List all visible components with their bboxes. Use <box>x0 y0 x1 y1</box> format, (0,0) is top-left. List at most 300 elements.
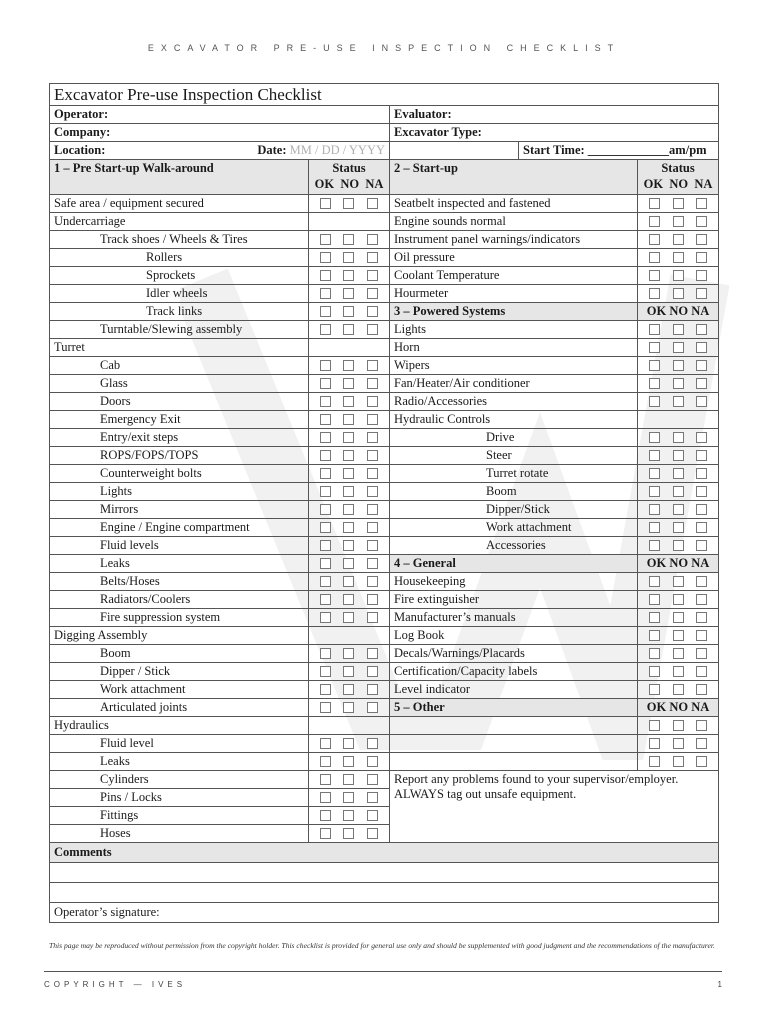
left-item-label: Sprockets <box>50 267 309 285</box>
checkbox-no[interactable] <box>343 360 354 371</box>
checkbox-no[interactable] <box>673 738 684 749</box>
checkbox-ok[interactable] <box>320 306 331 317</box>
right-item-label: Radio/Accessories <box>390 393 638 411</box>
checkbox-no[interactable] <box>673 576 684 587</box>
checklist-row <box>50 447 719 465</box>
evaluator-field[interactable]: Evaluator: <box>390 106 719 124</box>
checkbox-no[interactable] <box>343 792 354 803</box>
checkbox-na[interactable] <box>696 198 707 209</box>
checkbox-no[interactable] <box>673 756 684 767</box>
checkbox-na[interactable] <box>696 612 707 623</box>
checkbox-ok[interactable] <box>649 612 660 623</box>
right-status-checkboxes <box>638 519 719 537</box>
checkbox-ok[interactable] <box>320 540 331 551</box>
checkbox-ok[interactable] <box>649 360 660 371</box>
checkbox-na[interactable] <box>367 360 378 371</box>
checkbox-na[interactable] <box>696 342 707 353</box>
status-cols: OK NO NA <box>643 177 713 191</box>
checkbox-ok[interactable] <box>649 594 660 605</box>
checkbox-no[interactable] <box>673 594 684 605</box>
checkbox-ok[interactable] <box>320 270 331 281</box>
right-status-checkboxes <box>638 321 719 339</box>
checkbox-no[interactable] <box>673 432 684 443</box>
checkbox-na[interactable] <box>696 666 707 677</box>
left-item-label: Pins / Locks <box>50 789 309 807</box>
checkbox-no[interactable] <box>343 486 354 497</box>
checkbox-no[interactable] <box>343 468 354 479</box>
left-item-label: Mirrors <box>50 501 309 519</box>
checkbox-ok[interactable] <box>320 504 331 515</box>
checkbox-no[interactable] <box>343 522 354 533</box>
checkbox-no[interactable] <box>343 414 354 425</box>
checkbox-ok[interactable] <box>649 684 660 695</box>
left-item-label: Fluid level <box>50 735 309 753</box>
checkbox-no[interactable] <box>343 738 354 749</box>
checkbox-na[interactable] <box>696 630 707 641</box>
right-item-label: Certification/Capacity labels <box>390 663 638 681</box>
checkbox-no[interactable] <box>343 432 354 443</box>
checkbox-ok[interactable] <box>320 828 331 839</box>
checkbox-no[interactable] <box>673 234 684 245</box>
left-status-checkboxes <box>309 609 390 627</box>
checkbox-no[interactable] <box>673 396 684 407</box>
checkbox-no[interactable] <box>343 612 354 623</box>
right-status-checkboxes <box>638 375 719 393</box>
checkbox-na[interactable] <box>367 522 378 533</box>
left-status-checkboxes <box>309 231 390 249</box>
left-status-checkboxes <box>309 699 390 717</box>
checkbox-no[interactable] <box>673 342 684 353</box>
left-status-checkboxes <box>309 681 390 699</box>
checkbox-no[interactable] <box>673 198 684 209</box>
checkbox-no[interactable] <box>343 828 354 839</box>
checkbox-ok[interactable] <box>320 522 331 533</box>
checkbox-na[interactable] <box>367 558 378 569</box>
checkbox-ok[interactable] <box>649 342 660 353</box>
right-item-label: Dipper/Stick <box>390 501 638 519</box>
right-status-checkboxes <box>638 483 719 501</box>
checkbox-no[interactable] <box>673 666 684 677</box>
checkbox-ok[interactable] <box>320 252 331 263</box>
checklist-row <box>50 663 719 681</box>
date-field[interactable] <box>253 142 389 159</box>
signature-field[interactable]: Operator’s signature: <box>50 903 719 923</box>
checkbox-na[interactable] <box>367 252 378 263</box>
right-item-label: Hydraulic Controls <box>390 411 638 429</box>
status-title: Status <box>332 161 366 175</box>
checkbox-no[interactable] <box>343 648 354 659</box>
checklist-row <box>50 717 719 735</box>
checkbox-no[interactable] <box>343 324 354 335</box>
section-2-header: 2 – Start-up <box>390 160 638 195</box>
right-status-checkboxes <box>638 357 719 375</box>
left-status-checkboxes <box>309 825 390 843</box>
checkbox-ok[interactable] <box>320 558 331 569</box>
right-status-empty <box>638 411 719 429</box>
checkbox-na[interactable] <box>696 360 707 371</box>
checkbox-ok[interactable] <box>320 414 331 425</box>
checkbox-ok[interactable] <box>320 234 331 245</box>
checklist-row <box>50 555 719 573</box>
checkbox-na[interactable] <box>696 450 707 461</box>
checkbox-ok[interactable] <box>649 648 660 659</box>
checkbox-na[interactable] <box>696 522 707 533</box>
checklist-row <box>50 681 719 699</box>
checkbox-ok[interactable] <box>320 792 331 803</box>
checkbox-ok[interactable] <box>649 252 660 263</box>
checkbox-no[interactable] <box>343 306 354 317</box>
checkbox-na[interactable] <box>367 540 378 551</box>
checkbox-ok[interactable] <box>649 756 660 767</box>
comments-line[interactable] <box>50 883 719 903</box>
right-item-label: Engine sounds normal <box>390 213 638 231</box>
section-header-s4: 4 – General <box>390 555 638 573</box>
left-item-label: ROPS/FOPS/TOPS <box>50 447 309 465</box>
checkbox-no[interactable] <box>673 612 684 623</box>
right-status-checkboxes <box>638 645 719 663</box>
checkbox-na[interactable] <box>696 324 707 335</box>
checkbox-no[interactable] <box>343 288 354 299</box>
checkbox-no[interactable] <box>673 360 684 371</box>
checklist-row <box>50 429 719 447</box>
right-status-checkboxes <box>638 213 719 231</box>
left-item-label: Undercarriage <box>50 213 309 231</box>
left-item-label: Hydraulics <box>50 717 309 735</box>
checklist-row <box>50 699 719 717</box>
right-status-checkboxes <box>638 231 719 249</box>
checkbox-no[interactable] <box>343 576 354 587</box>
checklist-row <box>50 609 719 627</box>
status-title: Status <box>661 161 695 175</box>
section-header-s3: 3 – Powered Systems <box>390 303 638 321</box>
checkbox-ok[interactable] <box>649 486 660 497</box>
left-item-label: Boom <box>50 645 309 663</box>
right-item-label: Seatbelt inspected and fastened <box>390 195 638 213</box>
checkbox-no[interactable] <box>343 684 354 695</box>
checkbox-na[interactable] <box>696 432 707 443</box>
checkbox-no[interactable] <box>343 378 354 389</box>
checkbox-no[interactable] <box>673 522 684 533</box>
left-status-checkboxes <box>309 519 390 537</box>
checkbox-na[interactable] <box>696 738 707 749</box>
checkbox-na[interactable] <box>367 594 378 605</box>
checklist-row <box>50 285 719 303</box>
right-status-checkboxes <box>638 267 719 285</box>
checkbox-na[interactable] <box>367 792 378 803</box>
right-item-label: Work attachment <box>390 519 638 537</box>
left-status-checkboxes <box>309 195 390 213</box>
checkbox-no[interactable] <box>673 504 684 515</box>
status-cols: OK NO NA <box>314 177 384 191</box>
checkbox-ok[interactable] <box>649 288 660 299</box>
checkbox-ok[interactable] <box>649 738 660 749</box>
checkbox-ok[interactable] <box>649 450 660 461</box>
checkbox-na[interactable] <box>367 648 378 659</box>
right-item-label: Instrument panel warnings/indicators <box>390 231 638 249</box>
checkbox-no[interactable] <box>673 648 684 659</box>
checkbox-na[interactable] <box>696 378 707 389</box>
checkbox-na[interactable] <box>367 270 378 281</box>
checkbox-ok[interactable] <box>649 270 660 281</box>
checkbox-ok[interactable] <box>649 234 660 245</box>
checkbox-na[interactable] <box>696 504 707 515</box>
checkbox-ok[interactable] <box>320 738 331 749</box>
checklist-row <box>50 465 719 483</box>
left-status-checkboxes <box>309 249 390 267</box>
checklist-row <box>50 771 719 789</box>
left-item-label: Safe area / equipment secured <box>50 195 309 213</box>
checkbox-no[interactable] <box>343 594 354 605</box>
left-item-label: Dipper / Stick <box>50 663 309 681</box>
left-item-label: Turntable/Slewing assembly <box>50 321 309 339</box>
checkbox-no[interactable] <box>343 270 354 281</box>
checkbox-ok[interactable] <box>649 432 660 443</box>
status-cols-inline: OK NO NA <box>638 555 719 573</box>
checkbox-no[interactable] <box>343 198 354 209</box>
left-status-checkboxes <box>309 753 390 771</box>
right-item-label: Boom <box>390 483 638 501</box>
checkbox-no[interactable] <box>673 252 684 263</box>
checkbox-no[interactable] <box>343 252 354 263</box>
checkbox-na[interactable] <box>367 306 378 317</box>
date-start-row <box>390 142 719 160</box>
checkbox-na[interactable] <box>367 324 378 335</box>
checkbox-na[interactable] <box>367 828 378 839</box>
checkbox-na[interactable] <box>696 594 707 605</box>
checkbox-no[interactable] <box>673 630 684 641</box>
checkbox-no[interactable] <box>343 540 354 551</box>
right-item-label: Wipers <box>390 357 638 375</box>
checkbox-na[interactable] <box>367 234 378 245</box>
left-item-label: Fittings <box>50 807 309 825</box>
checkbox-ok[interactable] <box>320 198 331 209</box>
checkbox-no[interactable] <box>673 270 684 281</box>
right-status-checkboxes <box>638 717 719 735</box>
checkbox-ok[interactable] <box>320 432 331 443</box>
checkbox-na[interactable] <box>696 252 707 263</box>
checkbox-ok[interactable] <box>649 396 660 407</box>
checkbox-no[interactable] <box>343 702 354 713</box>
other-item-blank <box>390 735 638 753</box>
checkbox-na[interactable] <box>367 576 378 587</box>
checklist-row <box>50 627 719 645</box>
checkbox-na[interactable] <box>696 288 707 299</box>
location-field[interactable]: Location: <box>54 143 106 157</box>
checkbox-na[interactable] <box>367 666 378 677</box>
checkbox-ok[interactable] <box>320 450 331 461</box>
left-status-checkboxes <box>309 447 390 465</box>
checklist-row <box>50 231 719 249</box>
checkbox-na[interactable] <box>367 414 378 425</box>
checkbox-no[interactable] <box>673 468 684 479</box>
checkbox-ok[interactable] <box>649 324 660 335</box>
checkbox-na[interactable] <box>696 270 707 281</box>
checkbox-na[interactable] <box>696 684 707 695</box>
right-status-checkboxes <box>638 573 719 591</box>
left-status-empty <box>309 627 390 645</box>
checkbox-ok[interactable] <box>320 468 331 479</box>
checkbox-no[interactable] <box>673 378 684 389</box>
checkbox-no[interactable] <box>673 450 684 461</box>
checkbox-ok[interactable] <box>320 612 331 623</box>
right-item-label: Housekeeping <box>390 573 638 591</box>
checkbox-ok[interactable] <box>320 324 331 335</box>
left-item-label: Engine / Engine compartment <box>50 519 309 537</box>
left-item-label: Fire suppression system <box>50 609 309 627</box>
other-item-blank <box>390 753 638 771</box>
report-note: Report any problems found to your supervisor/employer. ALWAYS tag out unsafe equipment. <box>390 771 719 843</box>
left-item-label: Digging Assembly <box>50 627 309 645</box>
right-item-label: Fan/Heater/Air conditioner <box>390 375 638 393</box>
operator-field[interactable]: Operator: <box>50 106 390 124</box>
checklist-row <box>50 267 719 285</box>
checklist-row <box>50 501 719 519</box>
checkbox-no[interactable] <box>673 684 684 695</box>
checkbox-ok[interactable] <box>320 378 331 389</box>
checkbox-ok[interactable] <box>649 630 660 641</box>
checkbox-no[interactable] <box>343 504 354 515</box>
checkbox-na[interactable] <box>367 450 378 461</box>
checkbox-na[interactable] <box>696 576 707 587</box>
checkbox-no[interactable] <box>673 486 684 497</box>
left-item-label: Track shoes / Wheels & Tires <box>50 231 309 249</box>
company-field[interactable]: Company: <box>50 124 390 142</box>
checkbox-ok[interactable] <box>320 288 331 299</box>
right-item-label: Lights <box>390 321 638 339</box>
checkbox-na[interactable] <box>696 486 707 497</box>
right-status-checkboxes <box>638 393 719 411</box>
checkbox-ok[interactable] <box>649 198 660 209</box>
checkbox-na[interactable] <box>367 774 378 785</box>
checkbox-ok[interactable] <box>320 810 331 821</box>
checkbox-no[interactable] <box>673 720 684 731</box>
excavator-type-field[interactable]: Excavator Type: <box>390 124 719 142</box>
left-status-checkboxes <box>309 303 390 321</box>
checkbox-ok[interactable] <box>320 756 331 767</box>
checkbox-ok[interactable] <box>320 360 331 371</box>
checkbox-no[interactable] <box>343 450 354 461</box>
checkbox-na[interactable] <box>367 738 378 749</box>
checkbox-ok[interactable] <box>320 576 331 587</box>
checkbox-na[interactable] <box>367 810 378 821</box>
checkbox-na[interactable] <box>696 216 707 227</box>
right-status-checkboxes <box>638 339 719 357</box>
checklist-row <box>50 573 719 591</box>
left-status-checkboxes <box>309 807 390 825</box>
checkbox-ok[interactable] <box>649 216 660 227</box>
checkbox-ok[interactable] <box>320 684 331 695</box>
checkbox-na[interactable] <box>696 720 707 731</box>
checkbox-na[interactable] <box>367 396 378 407</box>
checkbox-na[interactable] <box>696 396 707 407</box>
checkbox-ok[interactable] <box>649 504 660 515</box>
left-status-checkboxes <box>309 285 390 303</box>
checkbox-ok[interactable] <box>649 576 660 587</box>
checkbox-no[interactable] <box>343 558 354 569</box>
checkbox-na[interactable] <box>367 684 378 695</box>
checkbox-ok[interactable] <box>649 540 660 551</box>
checkbox-na[interactable] <box>367 432 378 443</box>
checkbox-na[interactable] <box>367 702 378 713</box>
start-time-field[interactable]: Start Time: _____________am/pm <box>523 143 707 157</box>
left-status-empty <box>309 339 390 357</box>
checkbox-ok[interactable] <box>320 666 331 677</box>
right-status-checkboxes <box>638 447 719 465</box>
checkbox-ok[interactable] <box>649 666 660 677</box>
checkbox-na[interactable] <box>696 756 707 767</box>
right-status-checkboxes <box>638 735 719 753</box>
left-item-label: Lights <box>50 483 309 501</box>
left-item-label: Articulated joints <box>50 699 309 717</box>
right-item-label: Drive <box>390 429 638 447</box>
left-item-label: Turret <box>50 339 309 357</box>
checkbox-no[interactable] <box>673 540 684 551</box>
right-item-label: Oil pressure <box>390 249 638 267</box>
checkbox-no[interactable] <box>343 396 354 407</box>
checkbox-na[interactable] <box>696 468 707 479</box>
checkbox-no[interactable] <box>673 216 684 227</box>
checkbox-na[interactable] <box>367 504 378 515</box>
checkbox-ok[interactable] <box>320 486 331 497</box>
left-status-checkboxes <box>309 735 390 753</box>
checkbox-ok[interactable] <box>649 468 660 479</box>
comments-line[interactable] <box>50 863 719 883</box>
checkbox-ok[interactable] <box>649 378 660 389</box>
left-status-checkboxes <box>309 771 390 789</box>
checkbox-na[interactable] <box>367 198 378 209</box>
checkbox-no[interactable] <box>343 666 354 677</box>
checkbox-na[interactable] <box>367 486 378 497</box>
checkbox-no[interactable] <box>673 288 684 299</box>
checkbox-no[interactable] <box>673 324 684 335</box>
checkbox-no[interactable] <box>343 234 354 245</box>
checkbox-ok[interactable] <box>320 396 331 407</box>
checkbox-ok[interactable] <box>320 702 331 713</box>
checkbox-ok[interactable] <box>649 522 660 533</box>
page-number: 1 <box>717 980 722 989</box>
left-status-checkboxes <box>309 465 390 483</box>
checkbox-ok[interactable] <box>320 594 331 605</box>
left-item-label: Leaks <box>50 555 309 573</box>
checkbox-na[interactable] <box>367 378 378 389</box>
right-item-label: Coolant Temperature <box>390 267 638 285</box>
right-status-checkboxes <box>638 609 719 627</box>
checkbox-na[interactable] <box>367 756 378 767</box>
checkbox-na[interactable] <box>696 648 707 659</box>
checkbox-na[interactable] <box>367 468 378 479</box>
checkbox-ok[interactable] <box>649 720 660 731</box>
checkbox-na[interactable] <box>367 612 378 623</box>
checkbox-na[interactable] <box>696 234 707 245</box>
left-item-label: Cylinders <box>50 771 309 789</box>
page-header: EXCAVATOR PRE-USE INSPECTION CHECKLIST <box>147 43 621 53</box>
checkbox-no[interactable] <box>343 774 354 785</box>
checkbox-no[interactable] <box>343 756 354 767</box>
left-status-checkboxes <box>309 645 390 663</box>
status-header-1 <box>309 160 390 195</box>
left-item-label: Glass <box>50 375 309 393</box>
checkbox-no[interactable] <box>343 810 354 821</box>
status-cols-inline: OK NO NA <box>638 303 719 321</box>
left-item-label: Hoses <box>50 825 309 843</box>
checkbox-ok[interactable] <box>320 774 331 785</box>
checkbox-na[interactable] <box>367 288 378 299</box>
right-item-label: Decals/Warnings/Placards <box>390 645 638 663</box>
checkbox-na[interactable] <box>696 540 707 551</box>
checkbox-ok[interactable] <box>320 648 331 659</box>
right-status-checkboxes <box>638 285 719 303</box>
location-date-row <box>50 142 390 160</box>
